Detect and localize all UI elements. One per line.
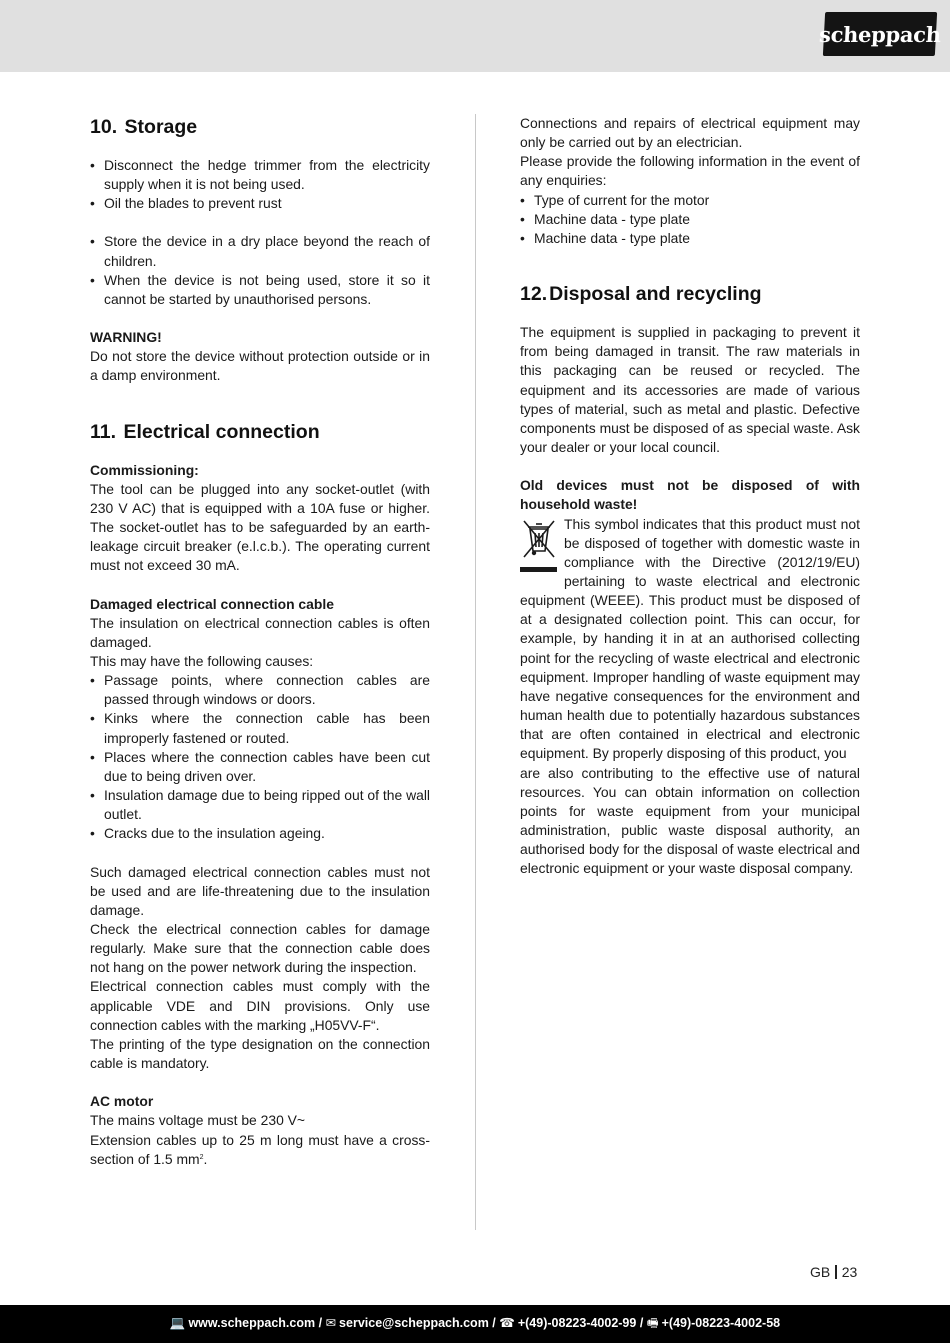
weee-text-continued: are also contributing to the effective use of natural resources. You can obtain information on collection points for waste equipment from your municipal administration, public waste disposal authority, an authorised body for the disposal of waste electrical and electronic equipment or your waste disposal company. — [520, 764, 860, 877]
commissioning-label: Commissioning: — [90, 461, 199, 478]
list-item: • Disconnect the hedge trimmer from the electricity supply when it is not being used. — [90, 156, 430, 194]
damaged-cable-intro: The insulation on electrical connection cables is often damaged. — [90, 614, 430, 650]
list-item: • Type of current for the motor — [520, 191, 860, 210]
scheppach-logo: scheppach — [823, 12, 937, 56]
list-item: • When the device is not being used, store it so it cannot be started by unauthorised persons. — [90, 271, 430, 309]
printing-text: The printing of the type designation on the connection cable is mandatory. — [90, 1035, 430, 1072]
section-electrical-heading: 11. Electrical connection — [90, 420, 320, 443]
weee-text: This symbol indicates that this product must not be disposed of together with domestic waste in compliance with the Directive (2012/19/EU) pertaining to waste electrical and electronic equipment (WEEE). This product must be disposed of at a designated collection point. This can occur, for example, by handing it in at an authorised collecting point for the recycling of waste electrical and electronic equipment. Improper handling of waste equipment may have negative consequences for the environment and human health due to potentially hazardous substances that are often contained in electrical and electronic equipment. By properly disposing of this product, you — [520, 515, 860, 762]
list-item: • Oil the blades to prevent rust — [90, 194, 430, 213]
left-column — [90, 114, 430, 1169]
list-item: • Machine data - type plate — [520, 229, 860, 248]
check-text: Check the electrical connection cables for damage regularly. Make sure that the connection cable does not hang on the power network during the inspection. — [90, 921, 430, 976]
section-storage-heading: 10. Storage — [90, 116, 198, 138]
packaging-text: The equipment is supplied in packaging to prevent it from being damaged in transit. The raw materials in this packaging can be reused or recycled. The equipment and its accessories are made of various types of material, such as metal and plastic. Defective components must be disposed of as special waste. Ask your dealer or your local council. — [520, 324, 860, 456]
storage-list-b — [90, 232, 430, 309]
section-disposal-heading: 12. Disposal and recycling — [520, 283, 762, 306]
page-number: GB 23 — [810, 1264, 858, 1280]
list-item: • Store the device in a dry place beyond the reach of children. — [90, 232, 430, 270]
warning-label: WARNING! — [90, 329, 162, 346]
phone-number[interactable]: +(49)-08223-4002-99 — [517, 1315, 637, 1330]
telephone-icon: ☎ — [499, 1315, 515, 1330]
list-item: • Passage points, where connection cables are passed through windows or doors. — [90, 671, 430, 709]
commissioning-text: The tool can be plugged into any socket-outlet (with 230 V AC) that is equipped with a 10A fuse or higher. The socket-outlet has to be safeguarded by an earth-leakage circuit breaker (e.l.c.b.). The operating current must not exceed 30 mA. — [90, 480, 430, 574]
right-column — [520, 114, 860, 878]
website-link[interactable]: www.scheppach.com — [188, 1315, 316, 1330]
ac-motor-label: AC motor — [90, 1093, 154, 1110]
enquiries-list — [520, 191, 860, 248]
storage-list-a — [90, 156, 430, 213]
causes-list — [90, 671, 430, 843]
ac-extension-text: Extension cables up to 25 m long must have a cross-section of 1.5 $mm^2$. — [90, 1131, 430, 1167]
damaged-cable-label: Damaged electrical connection cable — [90, 595, 334, 612]
vde-text: Electrical connection cables must comply with the applicable VDE and DIN provisions. Only use connection cables with the marking „H05VV-F“. — [90, 978, 430, 1033]
list-item: • Places where the connection cables have been cut due to being driven over. — [90, 748, 430, 786]
crossed-out-wheelie-bin-icon — [520, 517, 558, 575]
old-devices-label: Old devices must not be disposed of with household waste! — [520, 477, 860, 513]
column-divider — [475, 114, 476, 1230]
danger-text: Such damaged electrical connection cables must not be used and are life-threatening due to the insulation damage. — [90, 863, 430, 918]
fax-number: +(49)-08223-4002-58 — [661, 1315, 781, 1330]
ac-voltage-text: The mains voltage must be 230 V~ — [90, 1112, 306, 1129]
repairs-text: Connections and repairs of electrical equipment may only be carried out by an electrician. — [520, 115, 860, 151]
enquiries-intro: Please provide the following information in the event of any enquiries: — [520, 153, 860, 189]
fax-icon: 🖷 — [646, 1315, 659, 1330]
laptop-icon: 💻 — [169, 1315, 186, 1330]
email-link[interactable]: service@scheppach.com — [339, 1315, 489, 1330]
list-item: • Insulation damage due to being ripped out of the wall outlet. — [90, 786, 430, 824]
envelope-icon: ✉ — [325, 1315, 337, 1330]
list-item: • Kinks where the connection cable has been improperly fastened or routed. — [90, 709, 430, 747]
weee-notice — [520, 515, 860, 879]
causes-intro: This may have the following causes: — [90, 652, 314, 669]
warning-text: Do not store the device without protection outside or in a damp environment. — [90, 348, 430, 384]
header-band — [0, 0, 950, 72]
footer-contact-bar: 💻 www.scheppach.com / ✉ service@scheppach.com / ☎ +(49)-08223-4002-99 / 🖷 +(49)-08223-4002-58 — [0, 1305, 950, 1343]
list-item: • Cracks due to the insulation ageing. — [90, 824, 430, 843]
list-item: • Machine data - type plate — [520, 210, 860, 229]
